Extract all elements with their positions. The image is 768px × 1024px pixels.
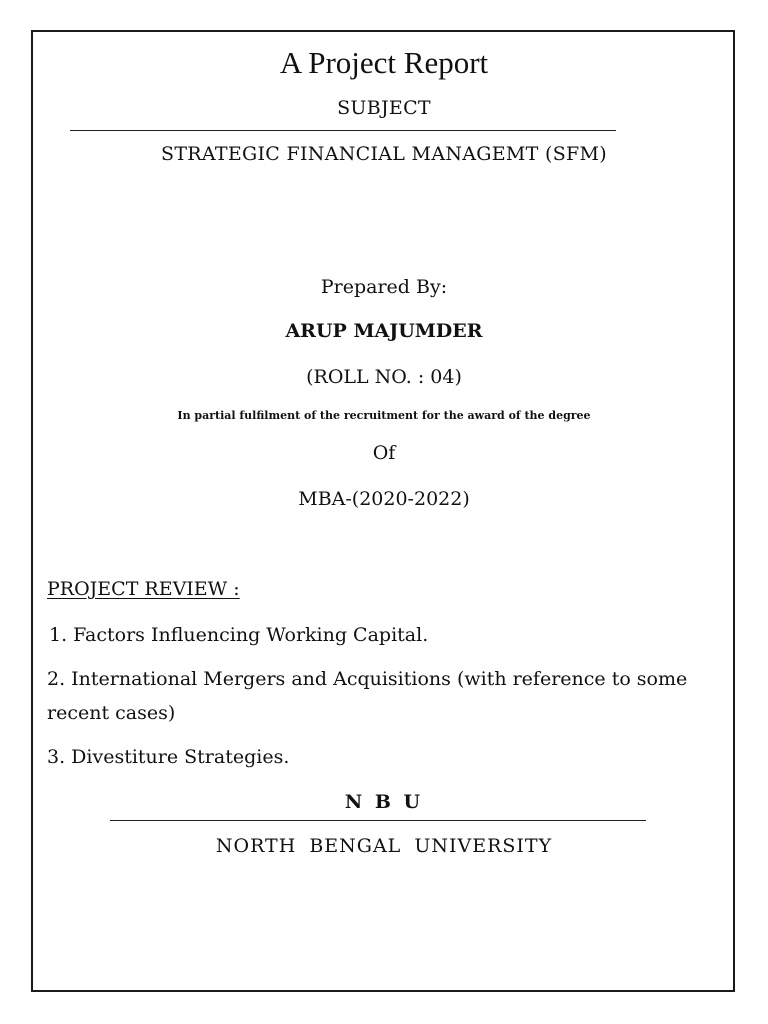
author-name: ARUP MAJUMDER xyxy=(285,320,483,342)
degree-name: MBA-(2020-2022) xyxy=(298,488,470,510)
partial-fulfilment-note: In partial fulfilment of the recruitment for the award of the degree xyxy=(177,409,591,422)
review-item: 2. International Mergers and Acquisitions (with reference to some recent cases) xyxy=(47,668,688,724)
review-item: 3. Divestiture Strategies. xyxy=(47,746,290,768)
subject-name: STRATEGIC FINANCIAL MANAGEMT (SFM) xyxy=(161,143,607,165)
bottom-divider xyxy=(110,820,646,821)
roll-number: (ROLL NO. : 04) xyxy=(306,366,462,388)
review-item: 1. Factors Influencing Working Capital. xyxy=(49,624,429,646)
prepared-by-label: Prepared By: xyxy=(320,276,448,298)
top-divider xyxy=(70,130,616,131)
subject-label: SUBJECT xyxy=(337,97,431,119)
report-title: A Project Report xyxy=(279,45,489,80)
of-label: Of xyxy=(372,442,396,464)
university-name: NORTH BENGAL UNIVERSITY xyxy=(215,835,553,857)
project-review-heading: PROJECT REVIEW : xyxy=(47,578,240,600)
university-short-name: N B U xyxy=(344,791,424,813)
